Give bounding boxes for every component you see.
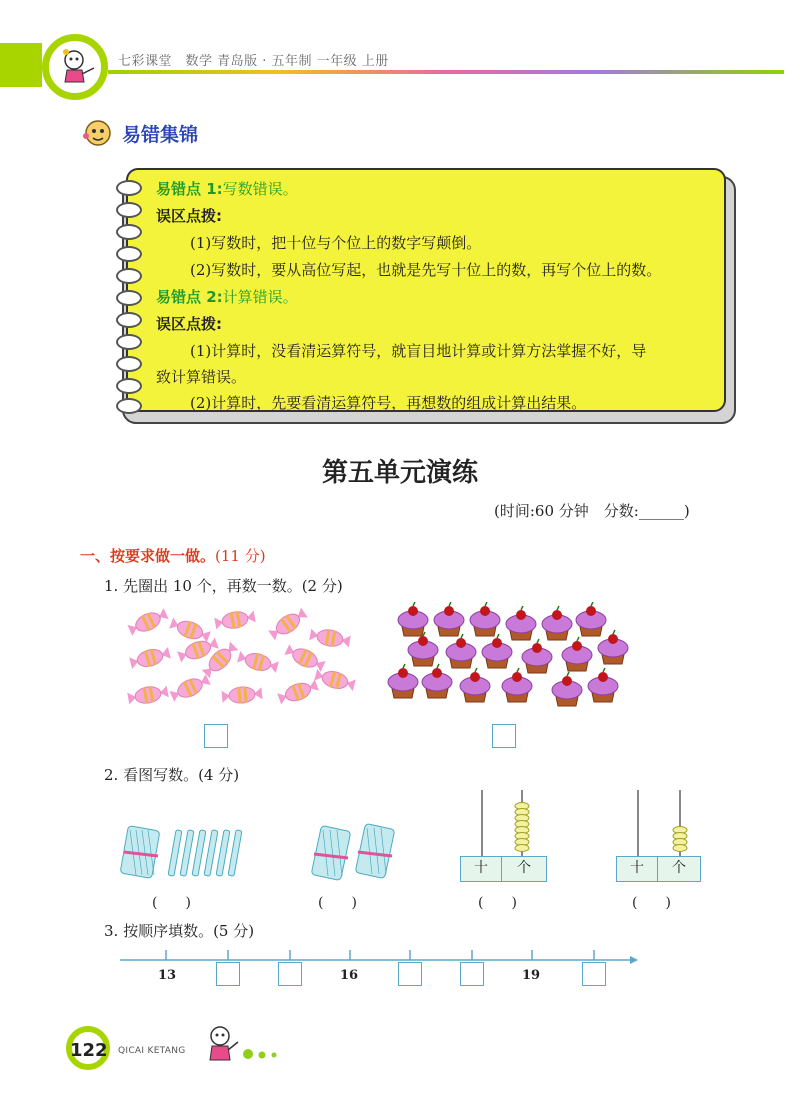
number-line-ticks <box>118 944 640 960</box>
header-text: 七彩课堂 数学 青岛版 · 五年制 一年级 上册 <box>118 54 389 69</box>
part-1-heading <box>80 545 266 566</box>
sticks-two-bundles-picture <box>310 820 400 884</box>
footer-brand: QICAI KETANG <box>118 1046 186 1056</box>
unit-title: 第五单元演练 <box>321 458 478 488</box>
answer-paren-4[interactable]: ( ) <box>632 895 671 911</box>
number-box-1[interactable] <box>216 962 240 986</box>
spiral-ring <box>116 334 142 350</box>
tip-2-label: 误区点拨: <box>156 315 222 333</box>
number-label-19: 19 <box>522 968 541 983</box>
abacus-2-ones: 个 <box>657 856 701 882</box>
tip-1-label: 误区点拨: <box>156 207 222 225</box>
error-point-2-label: 易错点 2: <box>156 288 223 306</box>
section-title: 易错集锦 <box>122 124 199 146</box>
abacus-1-ones: 个 <box>501 856 547 882</box>
spiral-ring <box>116 246 142 262</box>
page-number: 122 <box>70 1040 108 1061</box>
answer-paren-1[interactable]: ( ) <box>152 895 191 911</box>
answer-box-candies[interactable] <box>204 724 228 748</box>
abacus-1-rods <box>460 788 550 858</box>
tip-2-line-1: (1)计算时，没看清运算符号，就盲目地计算或计算方法掌握不好，导 <box>190 342 647 360</box>
number-box-2[interactable] <box>278 962 302 986</box>
abacus-2-rods <box>616 788 706 858</box>
answer-box-cupcakes[interactable] <box>492 724 516 748</box>
number-box-5[interactable] <box>582 962 606 986</box>
tip-2-line-2: 致计算错误。 <box>156 368 247 386</box>
number-box-4[interactable] <box>460 962 484 986</box>
number-label-13: 13 <box>158 968 177 983</box>
error-point-1-label: 易错点 1: <box>156 180 223 198</box>
question-3: 3. 按顺序填数。(5 分) <box>104 922 255 940</box>
part-1-points: (11 分) <box>215 547 266 565</box>
number-label-16: 16 <box>340 968 359 983</box>
spiral-ring <box>116 268 142 284</box>
part-1-heading-text: 一、按要求做一做。 <box>80 547 216 565</box>
tip-1-line-1: (1)写数时，把十位与个位上的数字写颠倒。 <box>190 234 482 252</box>
error-point-1-text: 写数错误。 <box>222 180 298 198</box>
candies-picture <box>120 600 360 710</box>
spiral-ring <box>116 312 142 328</box>
spiral-ring <box>116 356 142 372</box>
spiral-ring <box>116 224 142 240</box>
spiral-ring <box>116 290 142 306</box>
error-point-2 <box>156 286 298 307</box>
question-2: 2. 看图写数。(4 分) <box>104 766 240 784</box>
tip-2-line-3: (2)计算时，先要看清运算符号，再想数的组成计算出结果。 <box>190 394 587 412</box>
footer-mascot-icon <box>200 1022 290 1072</box>
spiral-ring <box>116 398 142 414</box>
time-info: (时间:60 分钟 分数:______) <box>494 502 690 520</box>
header-rainbow-line <box>108 70 784 74</box>
abacus-2-tens: 十 <box>616 856 658 882</box>
answer-paren-2[interactable]: ( ) <box>318 895 357 911</box>
number-box-3[interactable] <box>398 962 422 986</box>
mascot-icon <box>54 44 98 90</box>
question-1: 1. 先圈出 10 个，再数一数。(2 分) <box>104 577 343 595</box>
abacus-1-tens: 十 <box>460 856 502 882</box>
tip-1-line-2: (2)写数时，要从高位写起，也就是先写十位上的数，再写个位上的数。 <box>190 261 662 279</box>
sticks-bundle-picture <box>118 820 248 880</box>
error-point-2-text: 计算错误。 <box>222 288 298 306</box>
spiral-ring <box>116 202 142 218</box>
answer-paren-3[interactable]: ( ) <box>478 895 517 911</box>
header-bar <box>0 43 42 87</box>
cupcakes-picture <box>385 602 635 714</box>
error-point-1 <box>156 178 298 199</box>
mascot-small-icon <box>80 116 116 150</box>
spiral-ring <box>116 378 142 394</box>
spiral-ring <box>116 180 142 196</box>
